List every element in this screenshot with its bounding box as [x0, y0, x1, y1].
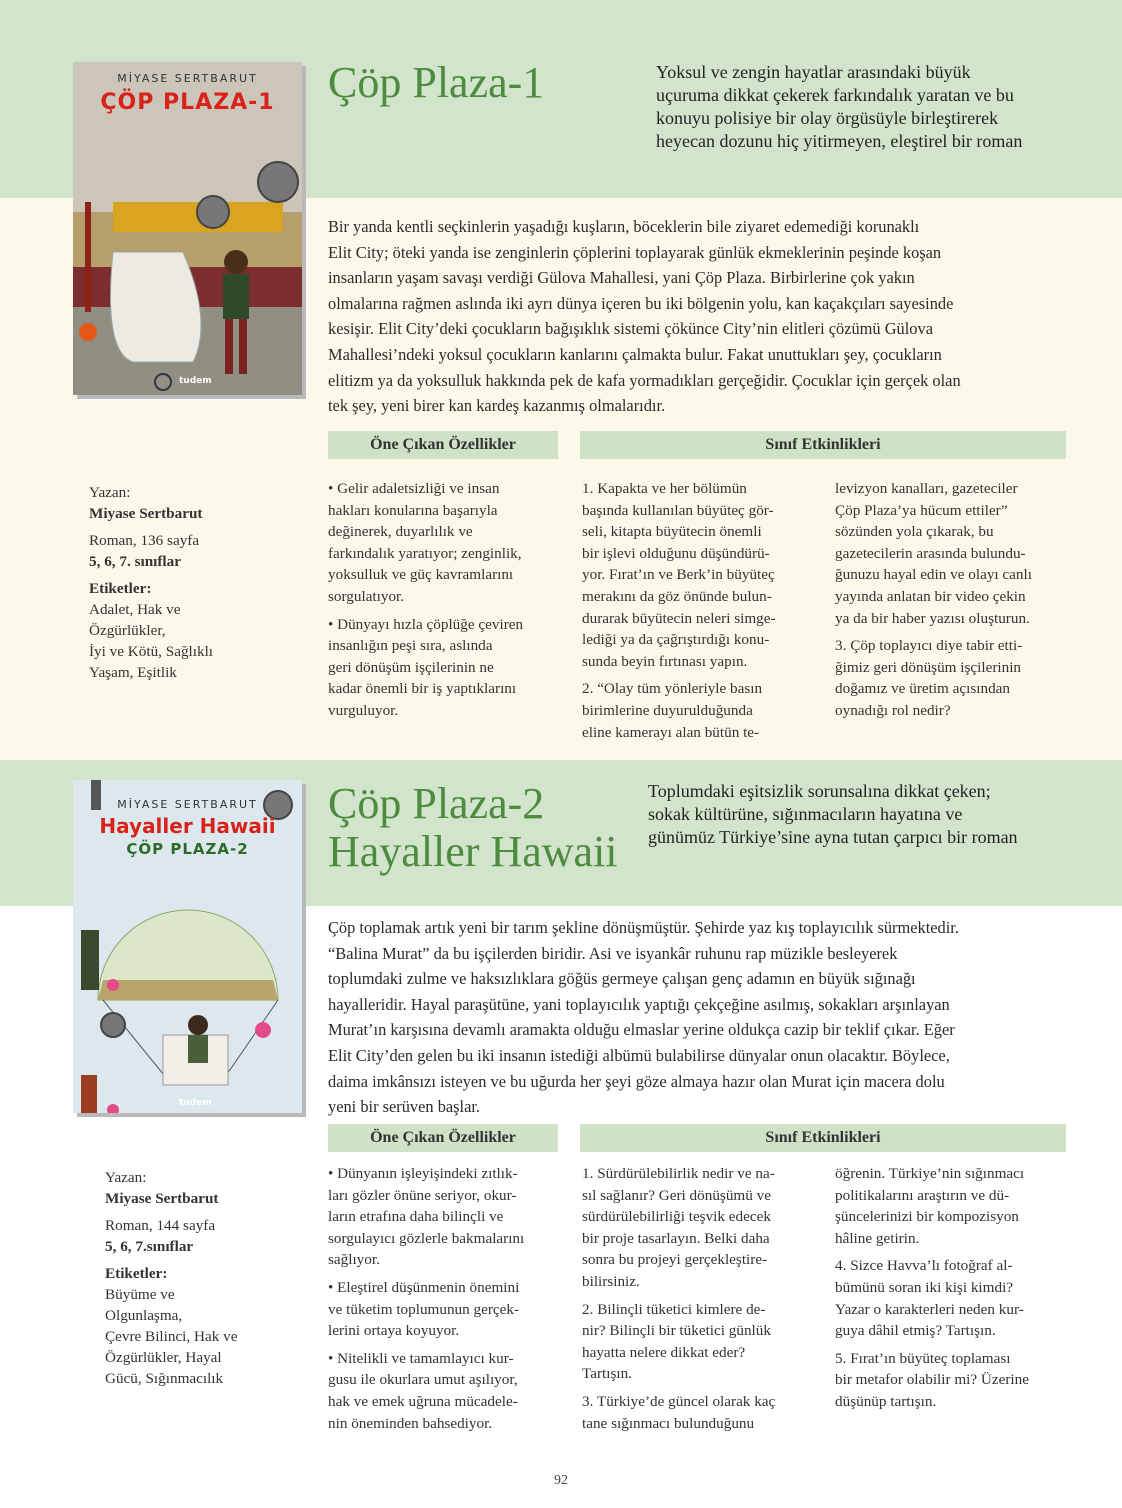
book2-features-header: Öne Çıkan Özellikler — [328, 1124, 558, 1152]
book1-tag-line: İyi ve Kötü, Sağlıklı — [89, 643, 214, 660]
book2-description-line: Murat’ın karşısına devamlı aramakta olduğu elmaslar yerine oldukça cazip bir teklif çıkar. Eğer — [328, 1020, 955, 1040]
line: Çöp Plaza’ya hücum ettiler” — [835, 501, 1008, 519]
book1-cover-title: ÇÖP PLAZA-1 — [100, 90, 275, 115]
book2-activity-item — [835, 1348, 1075, 1413]
line: durarak büyütecin neleri simge- — [582, 609, 776, 627]
line: yoksulluk ve güç kavramlarını — [328, 566, 514, 584]
line: bir işlevi olduğunu düşündürü- — [582, 544, 770, 562]
book1-description-line: elitizm ya da yoksulluk hakkında pek de kafa yormadıkları gerçeğidir. Çocuklar için gerçek olan — [328, 370, 961, 390]
book1-tagline-line: Yoksul ve zengin hayatlar arasındaki büyük — [656, 62, 971, 82]
book2-cover-publisher: tudem — [179, 1098, 212, 1108]
line: • Dünyanın işleyişindeki zıtlık- — [328, 1165, 518, 1182]
page-number: 92 — [554, 1473, 568, 1488]
book1-meta — [89, 482, 289, 683]
line: • Eleştirel düşünmenin önemini — [328, 1278, 520, 1296]
line: nir? Bilinçli bir tüketici günlük — [582, 1322, 771, 1340]
line: yayında anlatan bir video çekin — [835, 587, 1026, 605]
book2-tagline-line: Toplumdaki eşitsizlik sorunsalına dikkat çeken; — [648, 781, 991, 801]
line: öğrenin. Türkiye’nin sığınmacı — [835, 1165, 1025, 1182]
line: ları gözler önüne seriyor, okur- — [328, 1186, 517, 1204]
book1-tagline-line: konuyu polisiye bir olay örgüsüyle birleştirerek — [656, 108, 999, 128]
book1-tagline-line: heyecan dozunu hiç yitirmeyen, eleştirel bir roman — [656, 131, 1023, 151]
line: seli, kitapta büyütecin önemli — [582, 523, 762, 541]
line: ve tüketim toplumunun gerçek- — [328, 1300, 520, 1318]
book1-activities-header: Sınıf Etkinlikleri — [580, 431, 1066, 459]
book1-description-line: Elit City; öteki yanda ise zenginlerin çöplerini toplayarak günlük ekmeklerinin peşinde koşan — [328, 242, 942, 262]
book2-cover-author: MİYASE SERTBARUT — [117, 798, 258, 811]
book1-cover-image — [73, 62, 302, 395]
line: sözünden yola çıkarak, bu — [835, 523, 994, 541]
line: sağlıyor. — [328, 1251, 380, 1269]
line: • Dünyayı hızla çöplüğe çeviren — [328, 615, 524, 633]
line: 5. Fırat’ın büyüteç toplaması — [835, 1349, 1011, 1367]
book1-features-list — [328, 478, 568, 728]
book2-tagline — [648, 780, 1078, 849]
line: 3. Türkiye’de güncel olarak kaç — [582, 1392, 776, 1410]
line: 3. Çöp toplayıcı diye tabir etti- — [835, 637, 1023, 655]
line: başında kullanılan büyüteç gör- — [582, 501, 774, 519]
book2-tag-line: Özgürlükler, Hayal — [105, 1349, 222, 1366]
book2-title-line: Hayaller Hawaii — [328, 827, 618, 876]
book1-description — [328, 214, 1068, 419]
book1-tag-line: Yaşam, Eşitlik — [89, 664, 177, 681]
book2-feature-item — [328, 1348, 568, 1434]
book1-description-line: Mahallesi’ndeki yoksul çocukların kanlarını çalmakta bulur. Fakat unuttukları şey, çocukların — [328, 344, 942, 364]
book1-cover-publisher: tudem — [179, 376, 212, 386]
line: Tartışın. — [582, 1365, 632, 1383]
book2-activity-item — [582, 1299, 822, 1385]
line: hayatta nelere dikkat eder? — [582, 1343, 746, 1361]
book2-description-line: Çöp toplamak artık yeni bir tarım şekline dönüşmüştür. Şehirde yaz kış toplayıcılık sürmektedir. — [328, 918, 959, 937]
line: değinerek, duyarlılık ve — [328, 523, 473, 541]
line: 1. Sürdürülebilirlik nedir ve na- — [582, 1165, 775, 1182]
book1-description-line: kesişir. Elit City’deki çocukların bağışıklık sistemi çökünce City’nin elitleri çözümü Gülova — [328, 319, 933, 339]
book2-description-line: Elit City’den gelen bu iki insanın istediği albümü bulabilirse dünyalar onun olacaktır. Böylece, — [328, 1045, 950, 1065]
book1-tag-line: Adalet, Hak ve — [89, 601, 181, 618]
book1-grades: 5, 6, 7. sınıflar — [89, 553, 181, 570]
book2-activity-item — [582, 1391, 822, 1434]
book1-title-line: Çöp Plaza-1 — [328, 58, 545, 107]
line: birimlerine duyurulduğunda — [582, 701, 753, 719]
line: nin öneminden bahsediyor. — [328, 1414, 493, 1432]
book2-format: Roman, 144 sayfa — [105, 1217, 216, 1234]
book2-meta — [105, 1167, 305, 1389]
book1-activities-col2 — [835, 478, 1075, 728]
book2-feature-item — [328, 1277, 568, 1342]
line: geri dönüşüm işçilerinin ne — [328, 658, 494, 676]
book1-format: Roman, 136 sayfa — [89, 532, 200, 549]
book1-tagline-line: uçuruma dikkat çekerek farkındalık yaratan ve bu — [656, 85, 1014, 105]
line: bilirsiniz. — [582, 1272, 640, 1290]
line: sonra bu projeyi gerçekleştire- — [582, 1251, 768, 1269]
book2-author: Miyase Sertbarut — [105, 1190, 219, 1207]
line: doğamız ve üretim açısından — [835, 680, 1011, 698]
book1-description-line: insanların yaşam savaşı verdiği Gülova Mahallesi, yani Çöp Plaza. Birbirlerine çok yakın — [328, 268, 915, 288]
book2-activity-item — [582, 1163, 822, 1293]
line: sorgulatıyor. — [328, 587, 405, 605]
book1-feature-item — [328, 614, 568, 722]
book2-description-line: yeni bir serüven başlar. — [328, 1097, 481, 1117]
line: sunda beyin fırtınası yapın. — [582, 652, 748, 670]
line: hakları konularına başarıyla — [328, 501, 498, 519]
book2-tag-line: Olgunlaşma, — [105, 1307, 183, 1324]
line: 2. Bilinçli tüketici kimlere de- — [582, 1300, 766, 1318]
book1-description-line: olmalarına rağmen aslında iki ayrı dünya içeren bu iki bölgenin yolu, kan kaçakçıları sayesinde — [328, 293, 954, 313]
book2-activities-header: Sınıf Etkinlikleri — [580, 1124, 1066, 1152]
line: tane sığınmacı bulunduğunu — [582, 1414, 755, 1432]
line: şüncelerinizi bir kompozisyon — [835, 1208, 1019, 1226]
book1-author: Miyase Sertbarut — [89, 505, 203, 522]
line: 1. Kapakta ve her bölümün — [582, 480, 747, 497]
book2-cover-image — [73, 780, 302, 1113]
line: Yazar o karakterleri neden kur- — [835, 1300, 1024, 1318]
book2-tag-line: Çevre Bilinci, Hak ve — [105, 1328, 238, 1345]
line: hâline getirin. — [835, 1229, 920, 1247]
line: ğimiz geri dönüşüm işçilerinin — [835, 658, 1022, 676]
line: bümünü soran iki kişi kimdi? — [835, 1278, 1014, 1296]
line: • Gelir adaletsizliği ve insan — [328, 480, 500, 497]
book2-description-line: “Balina Murat” da bu işçilerden biridir. Asi ve isyankâr ruhunu rap müzikle besleyerek — [328, 943, 898, 963]
line: yor. Fırat’ın ve Berk’in büyüteç — [582, 566, 775, 584]
book1-tagline — [656, 61, 1076, 153]
book2-cover-subtitle: ÇÖP PLAZA-2 — [126, 840, 249, 858]
line: kadar önemli bir iş yaptıklarını — [328, 680, 517, 698]
book2-activities-col2 — [835, 1163, 1075, 1419]
book1-cover-author: MİYASE SERTBARUT — [117, 72, 258, 85]
book2-tags-label: Etiketler: — [105, 1265, 168, 1282]
book1-activities-col1 — [582, 478, 822, 749]
line: bir proje tasarlayın. Belki daha — [582, 1229, 770, 1247]
line: farkındalık yaratıyor; zenginlik, — [328, 544, 522, 562]
book2-description-line: daima imkânsızı isteyen ve bu uğurda her şeyi göze almaya hazır olan Murat için macera dolu — [328, 1071, 945, 1091]
book2-tag-line: Gücü, Sığınmacılık — [105, 1370, 224, 1387]
book2-grades: 5, 6, 7.sınıflar — [105, 1238, 194, 1255]
book1-feature-item — [328, 478, 568, 608]
book1-description-line: tek şey, yeni birer kan kardeş kazanmış olmalarıdır. — [328, 396, 666, 416]
book1-tag-line: Özgürlükler, — [89, 622, 166, 639]
line: vurguluyor. — [328, 701, 399, 719]
book2-features-list — [328, 1163, 568, 1440]
line: ların etrafına daha bilinçli ve — [328, 1208, 504, 1226]
book2-description — [328, 915, 1068, 1120]
line: düşünüp tartışın. — [835, 1392, 937, 1410]
book2-cover-title: Hayaller Hawaii — [99, 814, 276, 838]
book2-title — [328, 780, 618, 876]
book1-title — [328, 59, 544, 107]
line: • Nitelikli ve tamamlayıcı kur- — [328, 1349, 514, 1367]
line: levizyon kanalları, gazeteciler — [835, 480, 1018, 497]
line: 4. Sizce Havva’lı fotoğraf al- — [835, 1257, 1013, 1275]
line: ya da bir haber yazısı oluşturun. — [835, 609, 1030, 627]
line: sorgulayıcı gözlerle bakmalarını — [328, 1229, 525, 1247]
line: eline kamerayı alan bütün te- — [582, 723, 760, 741]
line: merakını da göz önünde bulun- — [582, 587, 772, 605]
line: hak ve emek uğruna mücadele- — [328, 1392, 518, 1410]
line: 2. “Olay tüm yönleriyle basın — [582, 680, 763, 698]
book1-activity-item — [582, 678, 822, 743]
book1-tags-label: Etiketler: — [89, 580, 152, 597]
book1-description-line: Bir yanda kentli seçkinlerin yaşadığı kuşların, böceklerin bile ziyaret edemediği korunaklı — [328, 217, 920, 236]
book1-author-label: Yazan: — [89, 484, 131, 501]
line: bir metafor olabilir mi? Üzerine — [835, 1371, 1029, 1389]
line: lerini ortaya koyuyor. — [328, 1322, 460, 1340]
book2-feature-item — [328, 1163, 568, 1271]
line: guya dâhil etmiş? Tartışın. — [835, 1322, 996, 1340]
book1-activity-item — [835, 478, 1075, 629]
book2-author-label: Yazan: — [105, 1169, 147, 1186]
book2-tagline-line: günümüz Türkiye’sine ayna tutan çarpıcı bir roman — [648, 827, 1018, 847]
line: insanlığın peşi sıra, aslında — [328, 637, 493, 655]
line: oynadığı rol nedir? — [835, 701, 951, 719]
line: sıl sağlanır? Geri dönüşümü ve — [582, 1186, 771, 1204]
line: lediği ya da çağrıştırdığı konu- — [582, 631, 770, 649]
book2-activity-item — [835, 1163, 1075, 1249]
line: gusu ile okurlara umut aşılıyor, — [328, 1371, 518, 1389]
book2-activities-col1 — [582, 1163, 822, 1440]
book2-tagline-line: sokak kültürüne, sığınmacıların hayatına ve — [648, 804, 963, 824]
book1-activity-item — [582, 478, 822, 672]
book2-description-line: toplumdaki zulme ve haksızlıklara göğüs germeye çalışan genç adamın en büyük sığınağı — [328, 969, 916, 989]
book2-description-line: hayalleridir. Hayal paraşütüne, yani toplayıcılık yaptığı çekçeğine asılmış, sokakları arşınlayan — [328, 994, 950, 1014]
line: gazetecilerin arasında bulundu- — [835, 544, 1026, 562]
line: ğunuzu hayal edin ve olayı canlı — [835, 566, 1032, 584]
book2-activity-item — [835, 1255, 1075, 1341]
line: politikalarını araştırın ve dü- — [835, 1186, 1010, 1204]
book2-tag-line: Büyüme ve — [105, 1286, 175, 1303]
book2-title-line: Çöp Plaza-2 — [328, 779, 545, 828]
line: sürdürülebilirliği teşvik edecek — [582, 1208, 771, 1226]
book1-activity-item — [835, 635, 1075, 721]
book1-features-header: Öne Çıkan Özellikler — [328, 431, 558, 459]
